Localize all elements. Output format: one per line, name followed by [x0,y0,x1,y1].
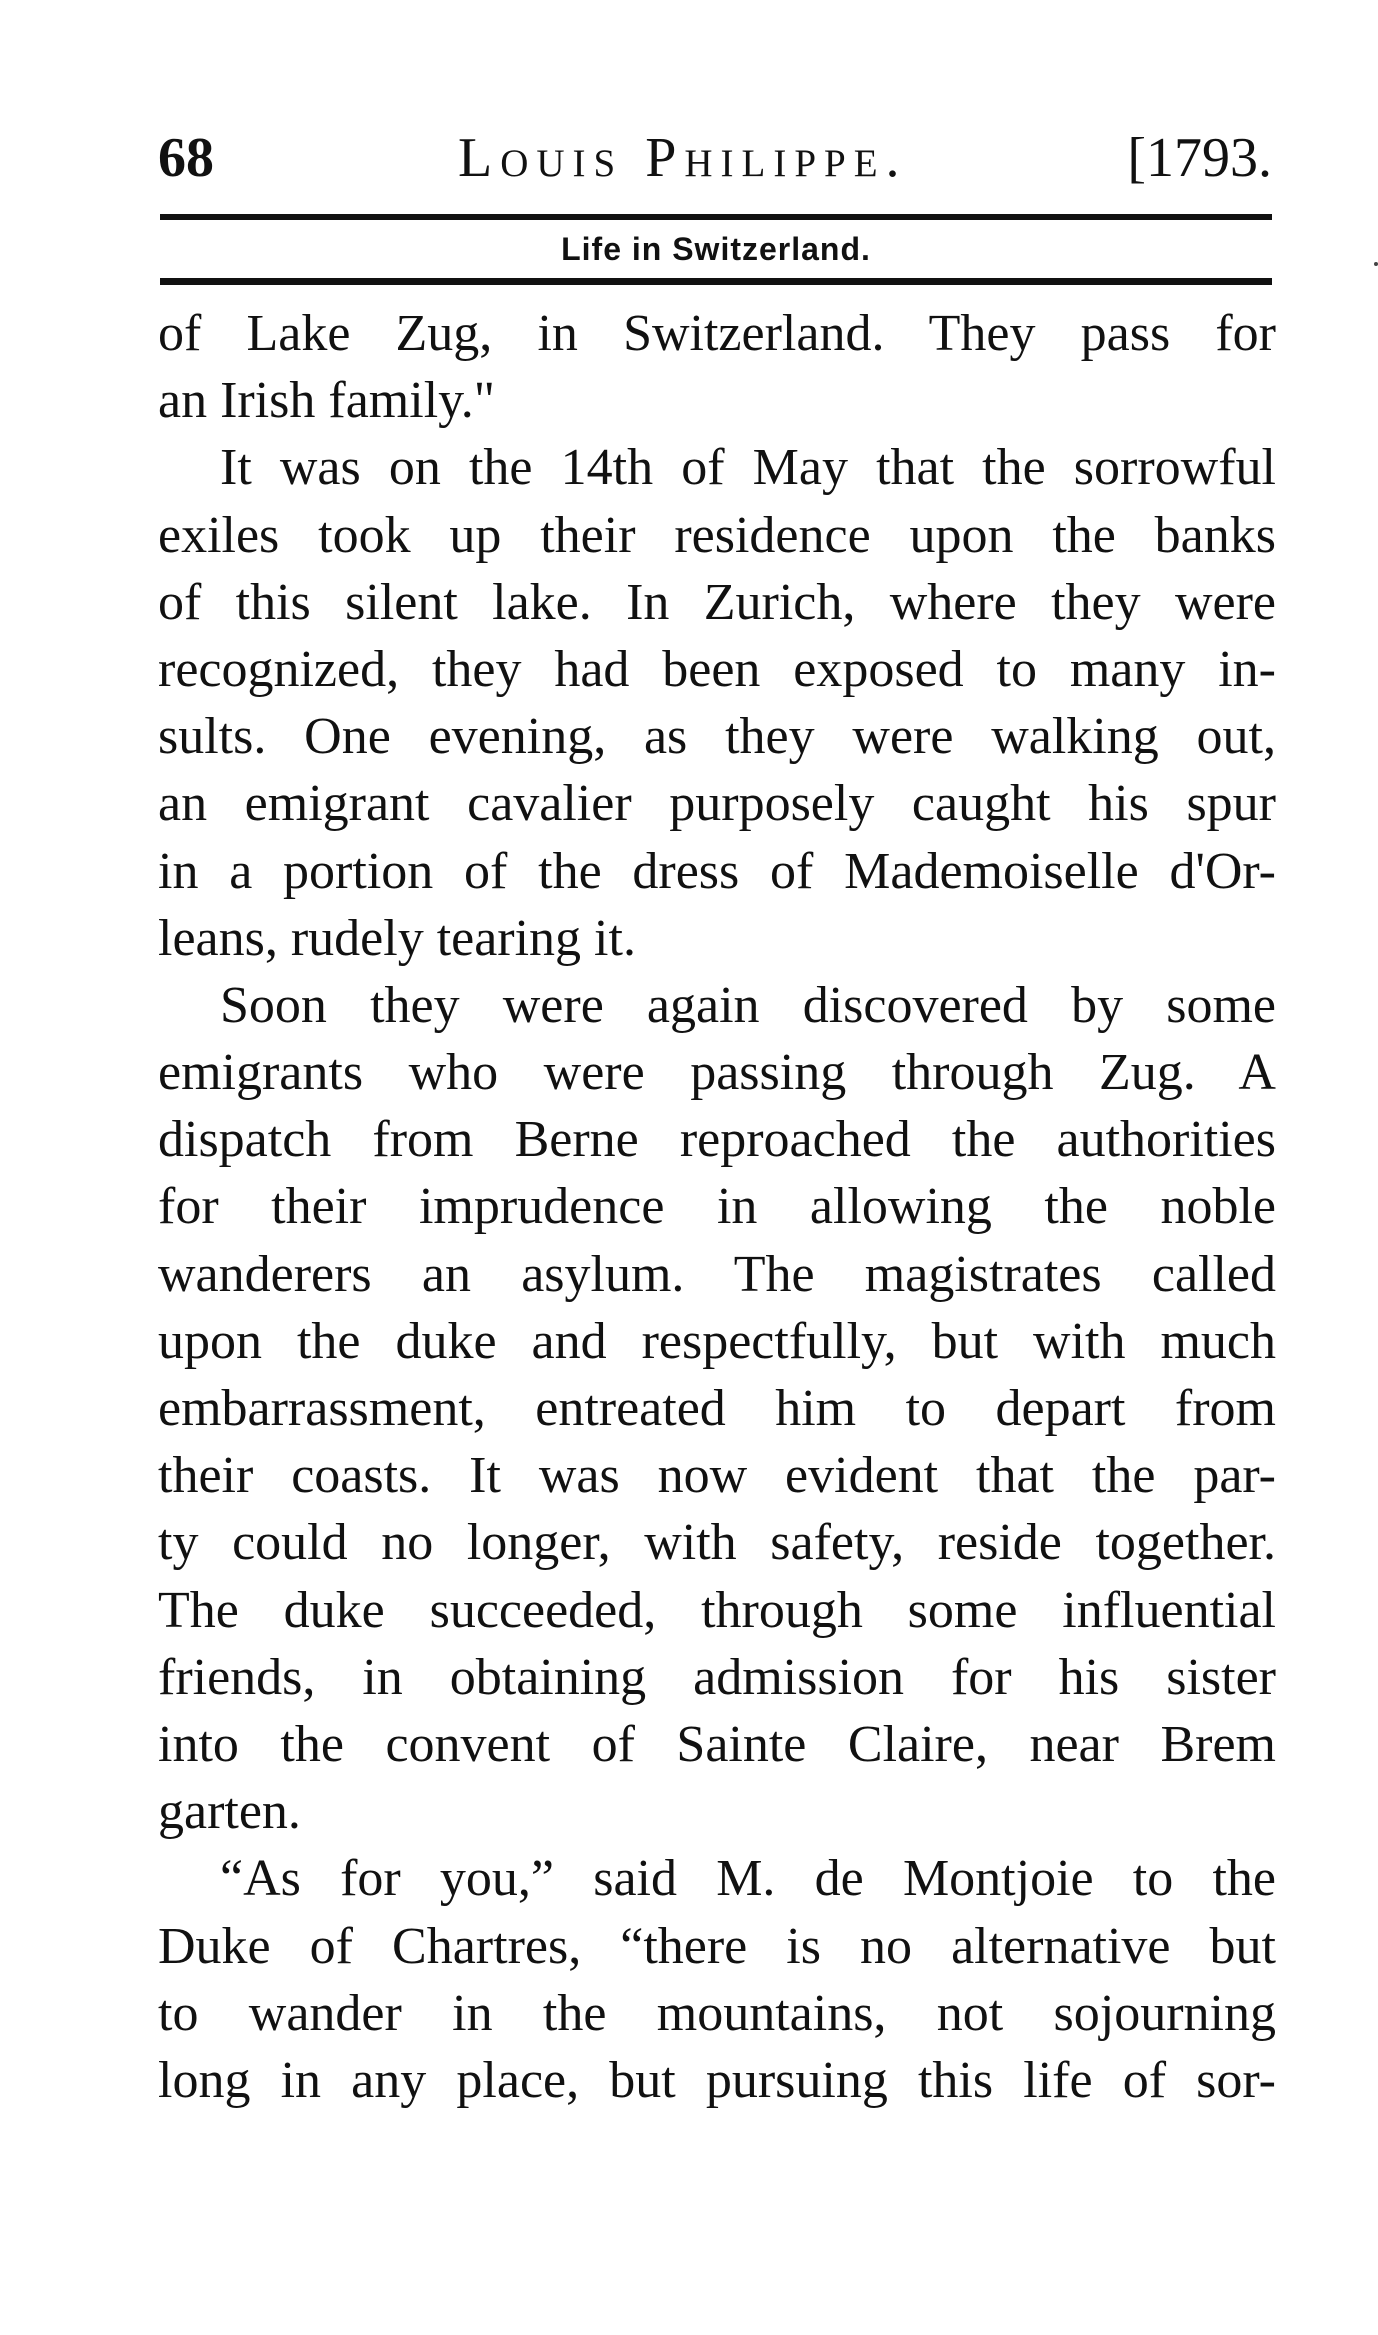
text-line: dispatch from Berne reproached the authorities [158,1111,1276,1169]
text-line: of Lake Zug, in Switzerland. They pass for [158,305,1276,362]
running-header [158,118,1272,198]
text-line: in a portion of the dress of Mademoiselle d'Or- [158,842,1276,900]
section-heading: Life in Switzerland. [561,231,871,267]
text-line: sults. One evening, as they were walking out, [158,708,1276,766]
text-line: “As for you,” said M. de Montjoie to the [220,1850,1276,1908]
text-line: of this silent lake. In Zurich, where they were [158,573,1276,631]
book-title: Louis Philippe. [458,127,908,189]
text-line: Soon they were again discovered by some [220,976,1276,1034]
text-line: long in any place, but pursuing this life of sor- [158,2051,1276,2109]
margin-speck [1374,262,1378,266]
text-line: into the convent of Sainte Claire, near Brem [158,1715,1276,1773]
text-line: to wander in the mountains, not sojourning [158,1984,1276,2042]
text-line: an emigrant cavalier purposely caught his spur [158,775,1276,833]
text-line: Duke of Chartres, “there is no alternative but [158,1917,1276,1975]
text-line: ty could no longer, with safety, reside together. [158,1514,1276,1572]
text-line: It was on the 14th of May that the sorrowful [220,439,1276,497]
text-line: wanderers an asylum. The magistrates called [158,1245,1276,1303]
page-number: 68 [158,127,214,189]
text-line: leans, rudely tearing it. [158,909,636,967]
header-rule-bottom [160,278,1272,285]
text-line: exiles took up their residence upon the banks [158,506,1276,564]
text-line: upon the duke and respectfully, but with much [158,1312,1276,1370]
text-line: The duke succeeded, through some influential [158,1581,1276,1639]
text-line: embarrassment, entreated him to depart from [158,1380,1276,1437]
year-marker: [1793. [1127,127,1272,189]
body-text [158,300,1276,2114]
text-line: an Irish family." [158,372,495,430]
text-line: friends, in obtaining admission for his sister [158,1648,1276,1706]
header-rule-top [160,214,1272,220]
text-line: emigrants who were passing through Zug. A [158,1044,1276,1102]
text-line: garten. [158,1783,301,1841]
text-line: their coasts. It was now evident that the par- [158,1447,1276,1505]
text-line: for their imprudence in allowing the noble [158,1178,1276,1236]
text-line: recognized, they had been exposed to many in- [158,640,1276,698]
